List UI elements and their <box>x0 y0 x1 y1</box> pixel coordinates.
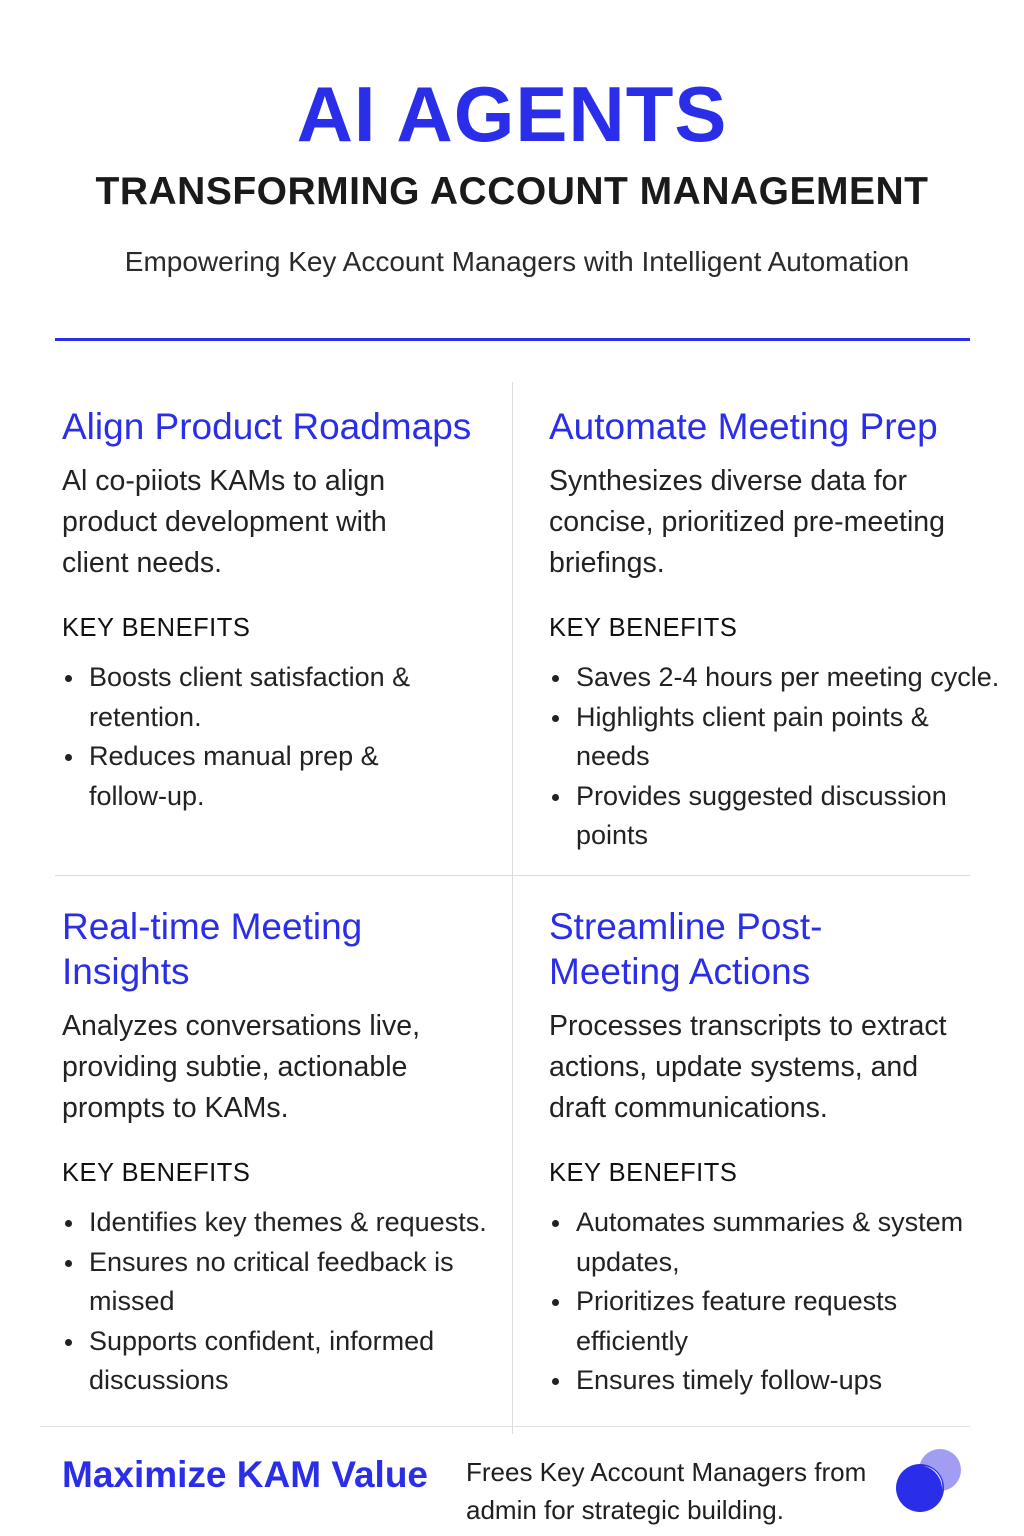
card-heading: Align Product Roadmaps <box>62 406 472 447</box>
card-real-time-meeting-insights <box>62 904 522 1401</box>
benefit-item: Automates summaries & system updates, <box>549 1203 986 1282</box>
benefit-item: Reduces manual prep & follow-up. <box>62 737 422 816</box>
row-divider <box>55 875 970 876</box>
footer-divider <box>40 1426 970 1427</box>
benefit-item: Ensures timely follow-ups <box>549 1361 979 1401</box>
benefit-list <box>62 1203 512 1401</box>
benefit-item: Highlights client pain points & needs <box>549 698 936 777</box>
card-heading: Automate Meeting Prep <box>549 406 938 447</box>
page-tagline: Empowering Key Account Managers with Intelligent Automation <box>124 246 910 277</box>
card-description: Synthesizes diverse data for concise, prioritized pre-meeting briefings. <box>549 465 946 579</box>
footer-text: Frees Key Account Managers from admin for strategic building. <box>466 1457 867 1525</box>
card-description: Al co-piiots KAMs to align product development with client needs. <box>62 465 387 579</box>
benefit-item: Supports confident, informed discussions <box>62 1322 479 1401</box>
footer-heading: Maximize KAM Value <box>62 1454 429 1495</box>
benefit-item: Ensures no critical feedback is missed <box>62 1243 459 1322</box>
benefit-item: Identifies key themes & requests. <box>62 1203 512 1243</box>
benefit-list <box>549 1203 979 1401</box>
page-title: AI AGENTS <box>296 70 728 158</box>
benefit-item: Boosts client satisfaction & retention. <box>62 658 422 737</box>
overlapping-circles-icon <box>890 1446 970 1516</box>
key-benefits-label: KEY BENEFITS <box>549 1159 738 1187</box>
card-heading: Streamline Post-Meeting Actions <box>549 906 823 992</box>
card-streamline-post-meeting-actions <box>549 904 1009 1401</box>
card-automate-meeting-prep <box>549 404 1009 856</box>
key-benefits-label: KEY BENEFITS <box>549 614 738 642</box>
benefit-item: Prioritizes feature requests efficiently <box>549 1282 926 1361</box>
card-align-product-roadmaps <box>62 404 522 816</box>
card-description: Processes transcripts to extract actions, update systems, and draft communications. <box>549 1010 947 1124</box>
card-heading: Real-time Meeting Insights <box>62 906 363 992</box>
benefit-list <box>549 658 1019 856</box>
benefit-item: Provides suggested discussion points <box>549 777 976 856</box>
benefit-item: Saves 2-4 hours per meeting cycle. <box>549 658 1016 698</box>
key-benefits-label: KEY BENEFITS <box>62 614 251 642</box>
header-divider <box>55 338 970 341</box>
card-description: Analyzes conversations live, providing subtie, actionable prompts to KAMs. <box>62 1010 421 1124</box>
benefit-list <box>62 658 422 816</box>
key-benefits-label: KEY BENEFITS <box>62 1159 251 1187</box>
page-subtitle: TRANSFORMING ACCOUNT MANAGEMENT <box>95 170 929 213</box>
